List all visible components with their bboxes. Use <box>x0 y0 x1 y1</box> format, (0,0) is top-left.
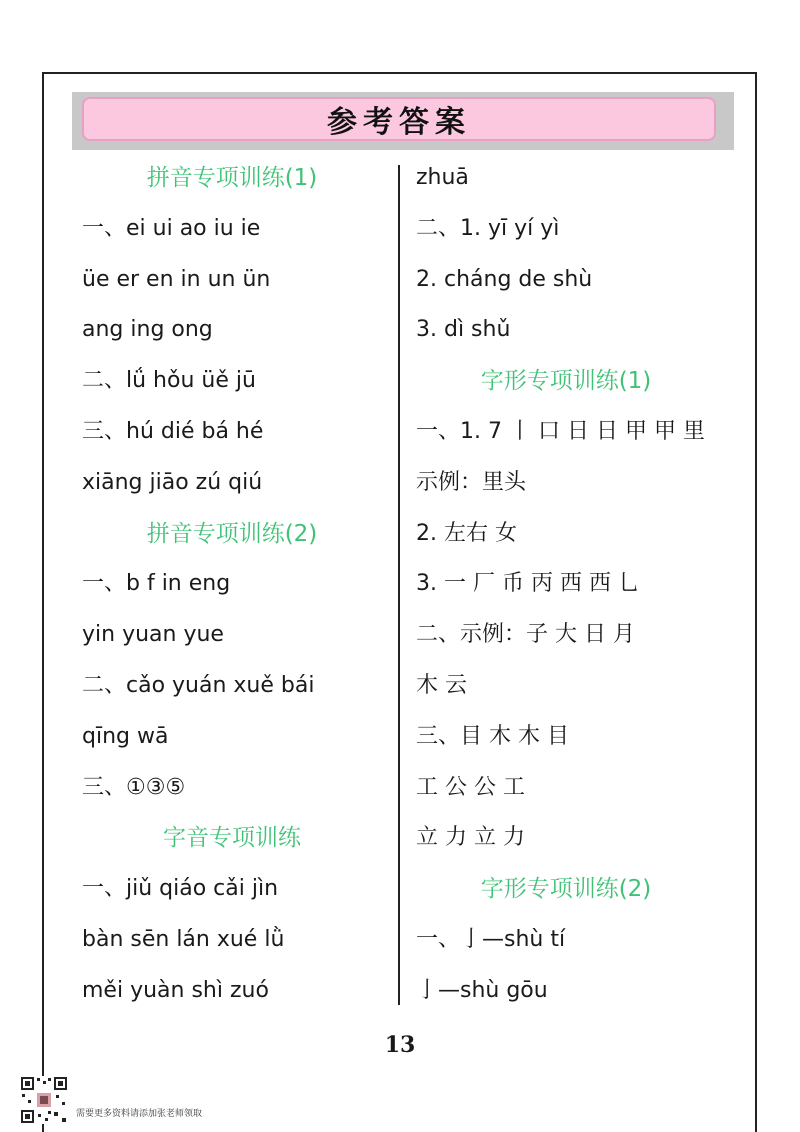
answer-line: 立 力 立 力 <box>416 825 525 851</box>
qr-code-icon <box>20 1076 68 1124</box>
answer-line: 一、亅—shù tí <box>416 926 566 952</box>
answer-line: zhuā <box>416 165 469 190</box>
answer-line: 3. dì shǔ <box>416 317 511 343</box>
answer-line: ang ing ong <box>82 317 213 343</box>
answer-line: 三、①③⑤ <box>82 774 186 800</box>
section-heading: 拼音专项训练(2) <box>146 520 318 547</box>
answer-line: 一、jiǔ qiáo cǎi jìn <box>82 876 279 902</box>
page-number: 13 <box>384 1032 416 1058</box>
answer-line: 二、示例：子 大 日 月 <box>416 622 635 648</box>
answer-line: 一、ei ui ao iu ie <box>82 215 261 241</box>
answer-line: qīng wā <box>82 723 169 749</box>
footer-note: 需要更多资料请添加张老师领取 <box>76 1109 203 1119</box>
answer-line: üe er en in un ün <box>82 266 271 292</box>
column-divider <box>398 165 400 1005</box>
answer-line: 示例：里头 <box>416 469 527 495</box>
answer-line: 三、目 木 木 目 <box>416 723 569 749</box>
answer-line: měi yuàn shì zuó <box>82 977 269 1003</box>
section-heading: 字形专项训练(1) <box>480 368 652 395</box>
answer-line: 亅—shù gōu <box>416 977 548 1003</box>
answer-line: 二、lǘ hǒu üě jū <box>82 368 256 394</box>
answer-line: 2. 左右 女 <box>416 520 517 546</box>
answer-line: 工 公 公 工 <box>416 774 525 800</box>
answer-line: 三、hú dié bá hé <box>82 418 264 444</box>
answer-line: xiāng jiāo zú qiú <box>82 469 263 495</box>
answer-line: bàn sēn lán xué lǜ <box>82 926 285 952</box>
answer-line: 二、cǎo yuán xuě bái <box>82 672 315 698</box>
answer-line: 3. 一 厂 币 丙 西 西 乚 <box>416 571 640 597</box>
answer-line: 一、b f in eng <box>82 571 231 597</box>
answer-line: 一、1. 7 丨 口 日 日 甲 甲 里 <box>416 418 705 444</box>
answer-line: yin yuan yue <box>82 622 224 648</box>
section-heading: 字形专项训练(2) <box>480 876 652 903</box>
section-heading: 字音专项训练 <box>163 825 301 852</box>
left-column <box>82 153 382 1017</box>
page-title: 参考答案 <box>82 97 716 141</box>
answer-line: 2. cháng de shù <box>416 266 593 292</box>
right-column <box>416 153 716 1017</box>
section-heading: 拼音专项训练(1) <box>146 165 318 191</box>
answer-line: 二、1. yī yí yì <box>416 215 560 241</box>
answer-line: 木 云 <box>416 672 467 698</box>
